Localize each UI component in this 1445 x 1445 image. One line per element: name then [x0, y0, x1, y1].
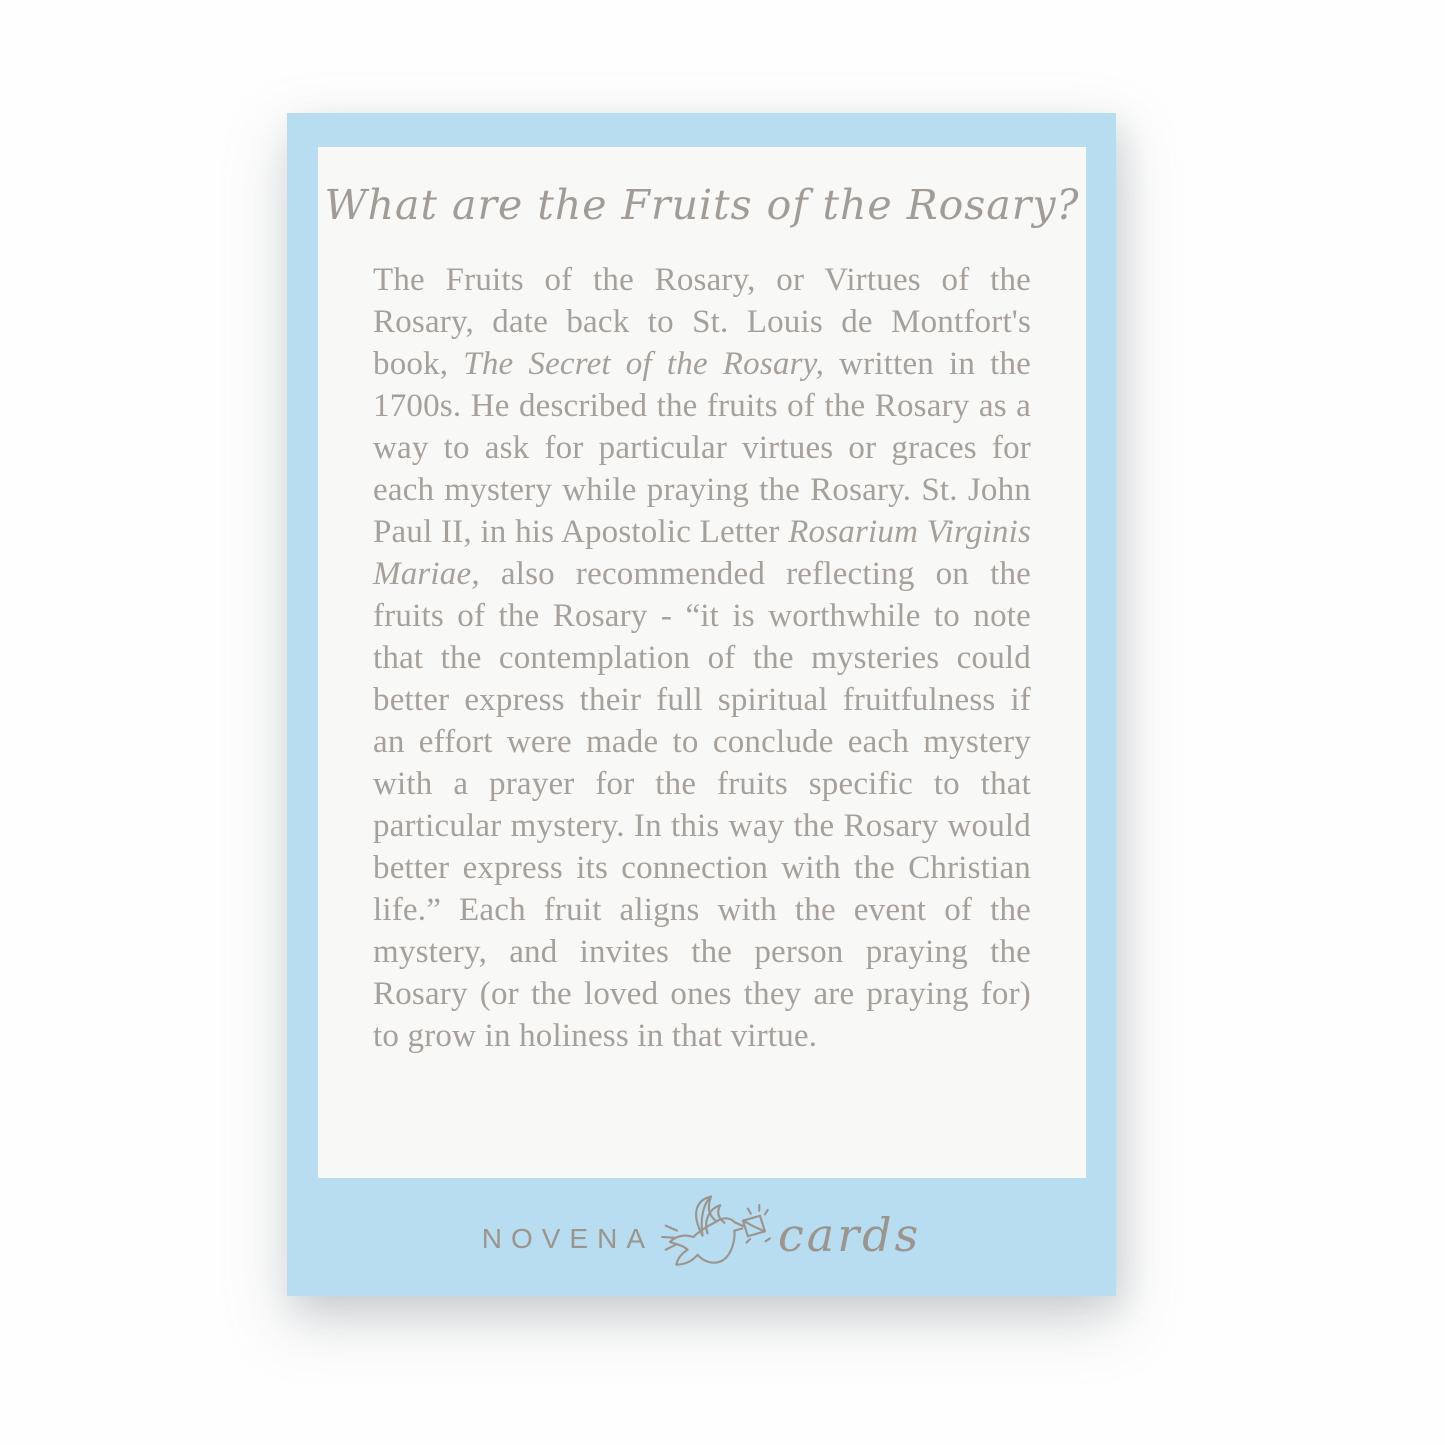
brand-logo — [287, 1178, 1116, 1296]
brand-name-cards: cards — [778, 1208, 922, 1262]
body-text-segment: written in the 1700s. He described the fruits of the Rosary as a way to ask for particular virtues or graces for each mystery while praying the Rosary. St. John Paul II, in his Apostolic Letter — [373, 346, 1031, 550]
body-text-segment: The Fruits of the Rosary, or Virtues of the Rosary, date back to St. Louis de Montfort's book, — [373, 262, 1031, 382]
body-text-segment-italic: The Secret of the Rosary, — [463, 346, 825, 382]
brand-name-novena: NOVENA — [481, 1223, 654, 1254]
card-body-paragraph — [373, 259, 1031, 1057]
dove-icon — [660, 1190, 772, 1284]
body-text-segment: also recommended reflecting on the fruits of the Rosary - “it is worthwhile to note that the contemplation of the mysteries could better express their full spiritual fruitfulness if an effort were made to conclude each mystery with a prayer for the fruits specific to that particular mystery. In this way the Rosary would better express its connection with the Christian life.” Each fruit aligns with the event of the mystery, and invites the person praying the Rosary (or the loved ones they are praying for) to grow in holiness in that virtue. — [373, 556, 1031, 1054]
body-text-segment-italic: Rosarium Virginis Mariae, — [373, 514, 1031, 592]
card-text-panel — [318, 147, 1086, 1178]
card-title: What are the Fruits of the Rosary? — [324, 181, 1080, 229]
prayer-card-back — [287, 113, 1116, 1296]
